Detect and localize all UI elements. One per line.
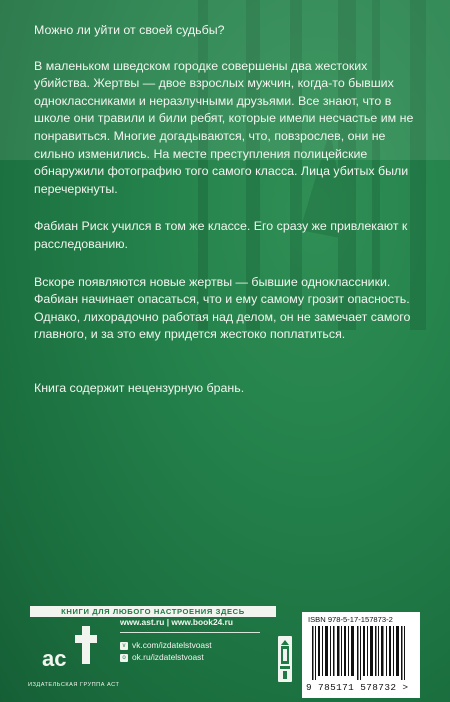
logo-lettering: ac bbox=[42, 646, 67, 671]
barcode-panel bbox=[302, 612, 420, 698]
social-link-text: ok.ru/izdatelstvoast bbox=[132, 652, 204, 662]
publisher-links bbox=[120, 616, 270, 663]
social-link-vk[interactable] bbox=[120, 639, 270, 651]
barcode-icon bbox=[308, 626, 414, 680]
website-link[interactable]: www.book24.ru bbox=[171, 617, 233, 627]
isbn-number: ISBN 978-5-17-157873-2 bbox=[308, 615, 393, 624]
publisher-name: ИЗДАТЕЛЬСКАЯ ГРУППА АСТ bbox=[28, 682, 120, 688]
blurb-text bbox=[34, 22, 418, 418]
blurb-paragraph: Вскоре появляются новые жертвы — бывшие одноклассники. Фабиан начинает опасаться, что и ему самому грозит опасность. Однако, лихорадочно работая над делом, он не замечает самого главного, и за это ему придется жестоко поплатиться. bbox=[34, 274, 411, 342]
website-separator: | bbox=[166, 617, 170, 627]
divider bbox=[120, 632, 260, 633]
ast-logo bbox=[38, 622, 98, 674]
barcode-digits: 9 785171 578732 > bbox=[306, 682, 409, 693]
blurb-paragraph: Фабиан Риск учился в том же классе. Его сразу же привлекают к расследованию. bbox=[34, 219, 408, 251]
content-warning: Книга содержит нецензурную брань. bbox=[34, 380, 245, 395]
social-link-text: vk.com/izdatelstvoast bbox=[132, 640, 212, 650]
blurb-paragraph: В маленьком шведском городке совершены два жестоких убийства. Жертвы — двое взрослых мужчин, когда-то бывших одноклассниками и неразлучными друзьями. Все знают, что в школе они травили и били ребят, которые имели несчастье им не понравиться. Многие догадываются, что, повзрослев, они не сильно изменились. На месте преступления полицейские обнаружили фотографию того самого класса. Лица убитых были перечеркнуты. bbox=[34, 58, 414, 196]
ok-icon: o bbox=[120, 654, 128, 662]
website-link[interactable]: www.ast.ru bbox=[120, 617, 165, 627]
social-link-ok[interactable] bbox=[120, 651, 270, 663]
lantern-icon bbox=[276, 634, 294, 684]
publisher-footer bbox=[0, 598, 450, 702]
blurb-question: Можно ли уйти от своей судьбы? bbox=[34, 23, 225, 37]
slogan-banner: КНИГИ ДЛЯ ЛЮБОГО НАСТРОЕНИЯ ЗДЕСЬ bbox=[30, 606, 276, 617]
vk-icon: v bbox=[120, 642, 128, 650]
websites bbox=[120, 616, 270, 628]
